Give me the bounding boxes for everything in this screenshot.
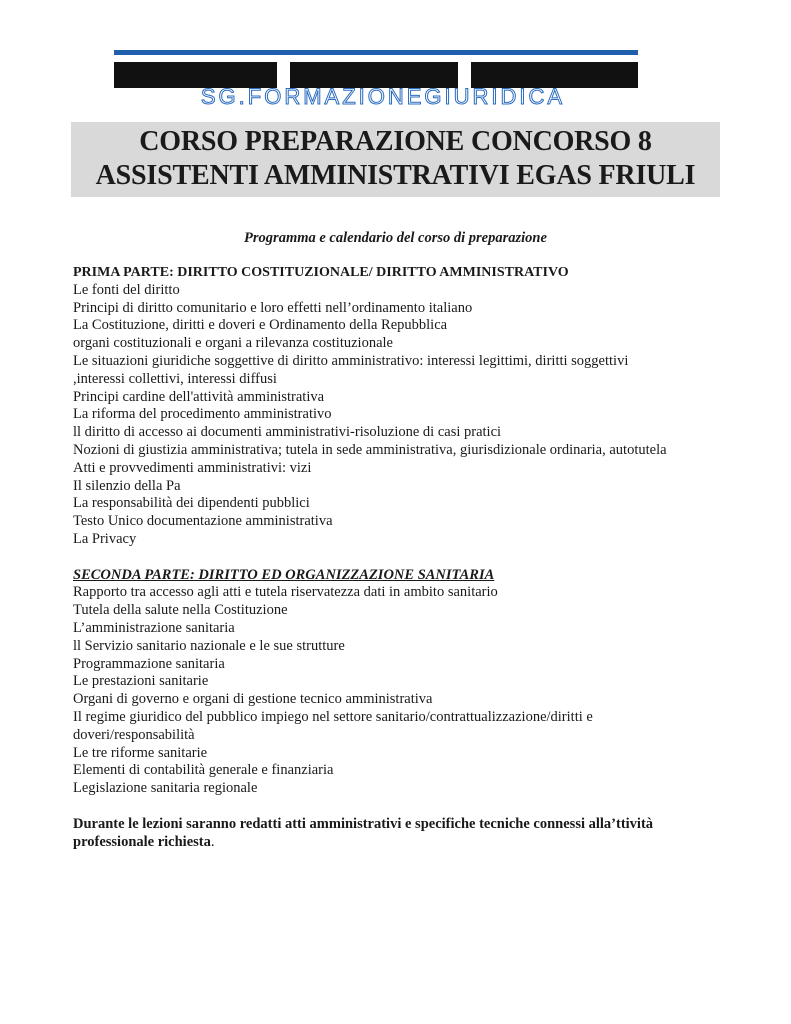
logo-text: SG.FORMAZIONEGIURIDICA	[200, 84, 566, 106]
part1-item: Principi di diritto comunitario e loro effetti nell’ordinamento italiano	[73, 299, 473, 316]
part2-heading: SECONDA PARTE: DIRITTO ED ORGANIZZAZIONE SANITARIA	[73, 566, 495, 583]
part2-item: Programmazione sanitaria	[73, 655, 225, 672]
part1-item: La Privacy	[73, 530, 137, 547]
part2-item: Il regime giuridico del pubblico impiego nel settore sanitario/contrattualizzazione/diritti e	[73, 708, 593, 725]
closing-note-line-1: Durante le lezioni saranno redatti atti amministrativi e specifiche tecniche connessi alla’ttività	[73, 815, 654, 832]
closing-note-line-2	[73, 834, 723, 852]
part1-item: organi costituzionali e organi a rilevanza costituzionale	[73, 335, 393, 352]
part2-item: Elementi di contabilità generale e finanziaria	[73, 762, 334, 779]
page-title-line-1: CORSO PREPARAZIONE CONCORSO 8	[139, 126, 652, 157]
logo	[78, 50, 688, 106]
part1-item: Nozioni di giustizia amministrativa; tutela in sede amministrativa, giurisdizionale ordinaria, autotutela	[73, 441, 667, 458]
part2-item: Rapporto tra accesso agli atti e tutela riservatezza dati in ambito sanitario	[73, 584, 498, 601]
part1-item: Le situazioni giuridiche soggettive di diritto amministrativo: interessi legittimi, diritti soggettivi	[73, 352, 629, 369]
logo-graphic	[78, 50, 688, 106]
page-title-line-2: ASSISTENTI AMMINISTRATIVI EGAS FRIULI	[95, 160, 696, 191]
part1-item: La responsabilità dei dipendenti pubblici	[73, 495, 310, 512]
part1-item: Il silenzio della Pa	[73, 477, 181, 494]
title-banner	[71, 122, 720, 197]
part2-item: L’amministrazione sanitaria	[73, 619, 235, 636]
program-content	[73, 264, 723, 851]
part1-heading: PRIMA PARTE: DIRITTO COSTITUZIONALE/ DIRITTO AMMINISTRATIVO	[73, 265, 569, 280]
part2-item: doveri/responsabilità	[73, 726, 195, 743]
closing-note-text: professionale richiesta	[73, 833, 211, 850]
subtitle: Programma e calendario del corso di preparazione	[244, 230, 547, 246]
part1-item: La Costituzione, diritti e doveri e Ordinamento della Repubblica	[73, 317, 448, 334]
closing-period: .	[210, 833, 215, 850]
section-spacer	[73, 798, 723, 816]
part2-item: Tutela della salute nella Costituzione	[73, 602, 288, 619]
part2-item: Organi di governo e organi di gestione tecnico amministrativa	[73, 691, 433, 708]
part1-item: Testo Unico documentazione amministrativa	[73, 513, 333, 530]
part1-item: ll diritto di accesso ai documenti amministrativi-risoluzione di casi pratici	[73, 424, 502, 441]
part2-item: Le prestazioni sanitarie	[73, 673, 209, 690]
part1-item: Le fonti del diritto	[73, 281, 180, 298]
section-spacer	[73, 549, 723, 567]
part1-item: Principi cardine dell'attività amministrativa	[73, 388, 325, 405]
part2-item: Le tre riforme sanitarie	[73, 744, 208, 761]
part2-item: ll Servizio sanitario nazionale e le sue strutture	[73, 637, 345, 654]
part1-item: Atti e provvedimenti amministrativi: vizi	[73, 459, 312, 476]
part1-item: La riforma del procedimento amministrativo	[73, 406, 332, 423]
part2-item: Legislazione sanitaria regionale	[73, 780, 258, 797]
part1-item: ,interessi collettivi, interessi diffusi	[73, 370, 277, 387]
